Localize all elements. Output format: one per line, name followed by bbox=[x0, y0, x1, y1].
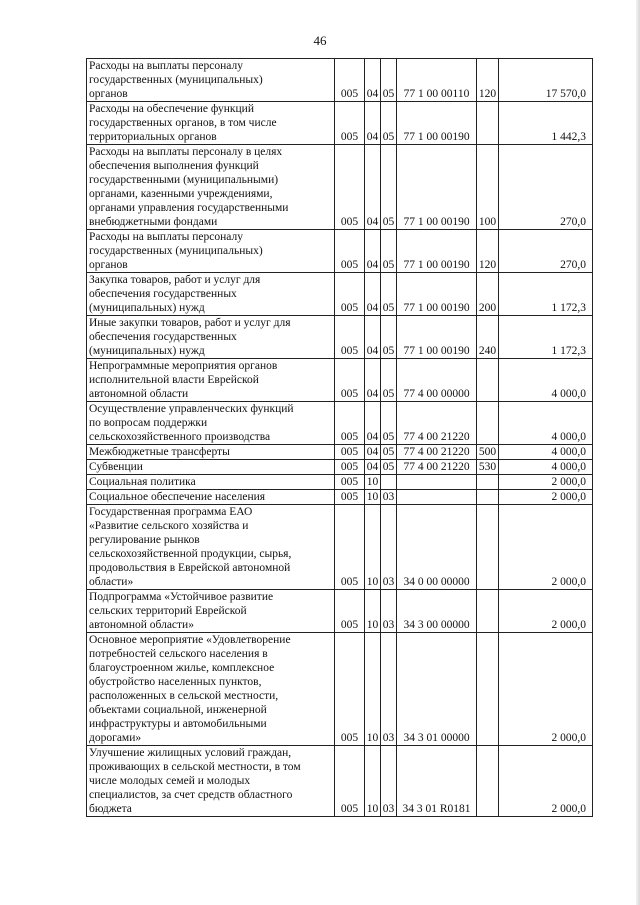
row-name: Расходы на выплаты персоналу государственных (муниципальных) органов bbox=[87, 59, 335, 102]
rz-code: 10 bbox=[365, 490, 381, 505]
row-name: Закупка товаров, работ и услуг для обеспечения государственных (муниципальных) нужд bbox=[87, 273, 335, 316]
vr-code bbox=[477, 102, 499, 145]
table-row bbox=[87, 145, 593, 230]
vr-code bbox=[477, 475, 499, 490]
csr-code: 34 0 00 00000 bbox=[397, 505, 477, 590]
pr-code: 05 bbox=[381, 145, 397, 230]
ved-code: 005 bbox=[335, 145, 365, 230]
rz-code: 04 bbox=[365, 273, 381, 316]
row-name: Расходы на выплаты персоналу государственных (муниципальных) органов bbox=[87, 230, 335, 273]
csr-code bbox=[397, 490, 477, 505]
pr-code: 05 bbox=[381, 59, 397, 102]
table-row bbox=[87, 490, 593, 505]
pr-code: 05 bbox=[381, 102, 397, 145]
table-row bbox=[87, 505, 593, 590]
row-sum: 1 172,3 bbox=[499, 316, 593, 359]
csr-code: 34 3 00 00000 bbox=[397, 590, 477, 633]
csr-code: 77 1 00 00110 bbox=[397, 59, 477, 102]
csr-code: 34 3 01 00000 bbox=[397, 633, 477, 746]
rz-code: 04 bbox=[365, 359, 381, 402]
rz-code: 04 bbox=[365, 402, 381, 445]
pr-code: 05 bbox=[381, 460, 397, 475]
table-row bbox=[87, 445, 593, 460]
table-row bbox=[87, 316, 593, 359]
table-row bbox=[87, 102, 593, 145]
ved-code: 005 bbox=[335, 402, 365, 445]
row-sum: 2 000,0 bbox=[499, 746, 593, 817]
row-sum: 270,0 bbox=[499, 230, 593, 273]
pr-code bbox=[381, 475, 397, 490]
row-name: Иные закупки товаров, работ и услуг для обеспечения государственных (муниципальных) нужд bbox=[87, 316, 335, 359]
row-sum: 2 000,0 bbox=[499, 490, 593, 505]
csr-code: 77 4 00 21220 bbox=[397, 445, 477, 460]
pr-code: 05 bbox=[381, 359, 397, 402]
csr-code bbox=[397, 475, 477, 490]
ved-code: 005 bbox=[335, 475, 365, 490]
rz-code: 04 bbox=[365, 316, 381, 359]
row-sum: 2 000,0 bbox=[499, 633, 593, 746]
ved-code: 005 bbox=[335, 460, 365, 475]
table-row bbox=[87, 475, 593, 490]
ved-code: 005 bbox=[335, 445, 365, 460]
rz-code: 10 bbox=[365, 475, 381, 490]
table-row bbox=[87, 273, 593, 316]
vr-code: 530 bbox=[477, 460, 499, 475]
row-name: Основное мероприятие «Удовлетворение потребностей сельского населения в благоустроенном жилье, комплексное обустройство населенных пунктов, расположенных в сельской местности, объектами социальной, инженерной инфраструктуры и автомобильными дорогами» bbox=[87, 633, 335, 746]
table-row bbox=[87, 590, 593, 633]
vr-code bbox=[477, 505, 499, 590]
rz-code: 04 bbox=[365, 145, 381, 230]
table-row bbox=[87, 460, 593, 475]
ved-code: 005 bbox=[335, 590, 365, 633]
page-edge bbox=[636, 0, 640, 905]
rz-code: 04 bbox=[365, 445, 381, 460]
vr-code bbox=[477, 359, 499, 402]
row-sum: 2 000,0 bbox=[499, 475, 593, 490]
row-name: Подпрограмма «Устойчивое развитие сельских территорий Еврейской автономной области» bbox=[87, 590, 335, 633]
table-row bbox=[87, 633, 593, 746]
row-name: Улучшение жилищных условий граждан, проживающих в сельской местности, в том числе молодых семей и молодых специалистов, за счет средств областного бюджета bbox=[87, 746, 335, 817]
pr-code: 03 bbox=[381, 590, 397, 633]
vr-code bbox=[477, 402, 499, 445]
vr-code: 120 bbox=[477, 230, 499, 273]
budget-table-body bbox=[87, 59, 593, 817]
row-name: Расходы на обеспечение функций государственных органов, в том числе территориальных органов bbox=[87, 102, 335, 145]
table-row bbox=[87, 59, 593, 102]
ved-code: 005 bbox=[335, 102, 365, 145]
row-name: Социальное обеспечение населения bbox=[87, 490, 335, 505]
row-name: Государственная программа ЕАО «Развитие сельского хозяйства и регулирование рынков сельскохозяйственной продукции, сырья, продовольствия в Еврейской автономной области» bbox=[87, 505, 335, 590]
row-sum: 2 000,0 bbox=[499, 505, 593, 590]
rz-code: 04 bbox=[365, 59, 381, 102]
pr-code: 05 bbox=[381, 273, 397, 316]
table-row bbox=[87, 746, 593, 817]
csr-code: 77 1 00 00190 bbox=[397, 273, 477, 316]
pr-code: 05 bbox=[381, 230, 397, 273]
vr-code: 240 bbox=[477, 316, 499, 359]
pr-code: 05 bbox=[381, 316, 397, 359]
row-sum: 4 000,0 bbox=[499, 402, 593, 445]
csr-code: 77 4 00 21220 bbox=[397, 402, 477, 445]
row-sum: 2 000,0 bbox=[499, 590, 593, 633]
csr-code: 34 3 01 R0181 bbox=[397, 746, 477, 817]
row-name: Расходы на выплаты персоналу в целях обеспечения выполнения функций государственными (муниципальными) органами, казенными учреждениями, органами управления государственными внебюджетными фондами bbox=[87, 145, 335, 230]
ved-code: 005 bbox=[335, 59, 365, 102]
vr-code: 100 bbox=[477, 145, 499, 230]
csr-code: 77 1 00 00190 bbox=[397, 102, 477, 145]
csr-code: 77 1 00 00190 bbox=[397, 230, 477, 273]
table-row bbox=[87, 402, 593, 445]
vr-code bbox=[477, 633, 499, 746]
rz-code: 04 bbox=[365, 102, 381, 145]
ved-code: 005 bbox=[335, 746, 365, 817]
table-row bbox=[87, 359, 593, 402]
row-sum: 4 000,0 bbox=[499, 445, 593, 460]
rz-code: 10 bbox=[365, 633, 381, 746]
rz-code: 10 bbox=[365, 590, 381, 633]
ved-code: 005 bbox=[335, 230, 365, 273]
pr-code: 03 bbox=[381, 633, 397, 746]
vr-code bbox=[477, 746, 499, 817]
ved-code: 005 bbox=[335, 316, 365, 359]
page-number: 46 bbox=[313, 33, 327, 48]
table-row bbox=[87, 230, 593, 273]
csr-code: 77 1 00 00190 bbox=[397, 145, 477, 230]
rz-code: 04 bbox=[365, 230, 381, 273]
rz-code: 10 bbox=[365, 505, 381, 590]
ved-code: 005 bbox=[335, 505, 365, 590]
csr-code: 77 4 00 00000 bbox=[397, 359, 477, 402]
row-name: Субвенции bbox=[87, 460, 335, 475]
row-sum: 1 172,3 bbox=[499, 273, 593, 316]
vr-code: 120 bbox=[477, 59, 499, 102]
pr-code: 03 bbox=[381, 746, 397, 817]
ved-code: 005 bbox=[335, 273, 365, 316]
row-sum: 4 000,0 bbox=[499, 359, 593, 402]
row-sum: 270,0 bbox=[499, 145, 593, 230]
row-name: Осуществление управленческих функций по вопросам поддержки сельскохозяйственного производства bbox=[87, 402, 335, 445]
row-name: Социальная политика bbox=[87, 475, 335, 490]
budget-table bbox=[86, 58, 593, 817]
rz-code: 10 bbox=[365, 746, 381, 817]
vr-code: 200 bbox=[477, 273, 499, 316]
row-sum: 1 442,3 bbox=[499, 102, 593, 145]
row-sum: 17 570,0 bbox=[499, 59, 593, 102]
rz-code: 04 bbox=[365, 460, 381, 475]
pr-code: 03 bbox=[381, 490, 397, 505]
row-name: Межбюджетные трансферты bbox=[87, 445, 335, 460]
row-sum: 4 000,0 bbox=[499, 460, 593, 475]
pr-code: 05 bbox=[381, 402, 397, 445]
csr-code: 77 1 00 00190 bbox=[397, 316, 477, 359]
ved-code: 005 bbox=[335, 633, 365, 746]
row-name: Непрограммные мероприятия органов исполнительной власти Еврейской автономной области bbox=[87, 359, 335, 402]
pr-code: 05 bbox=[381, 445, 397, 460]
ved-code: 005 bbox=[335, 359, 365, 402]
csr-code: 77 4 00 21220 bbox=[397, 460, 477, 475]
pr-code: 03 bbox=[381, 505, 397, 590]
vr-code: 500 bbox=[477, 445, 499, 460]
ved-code: 005 bbox=[335, 490, 365, 505]
vr-code bbox=[477, 590, 499, 633]
vr-code bbox=[477, 490, 499, 505]
